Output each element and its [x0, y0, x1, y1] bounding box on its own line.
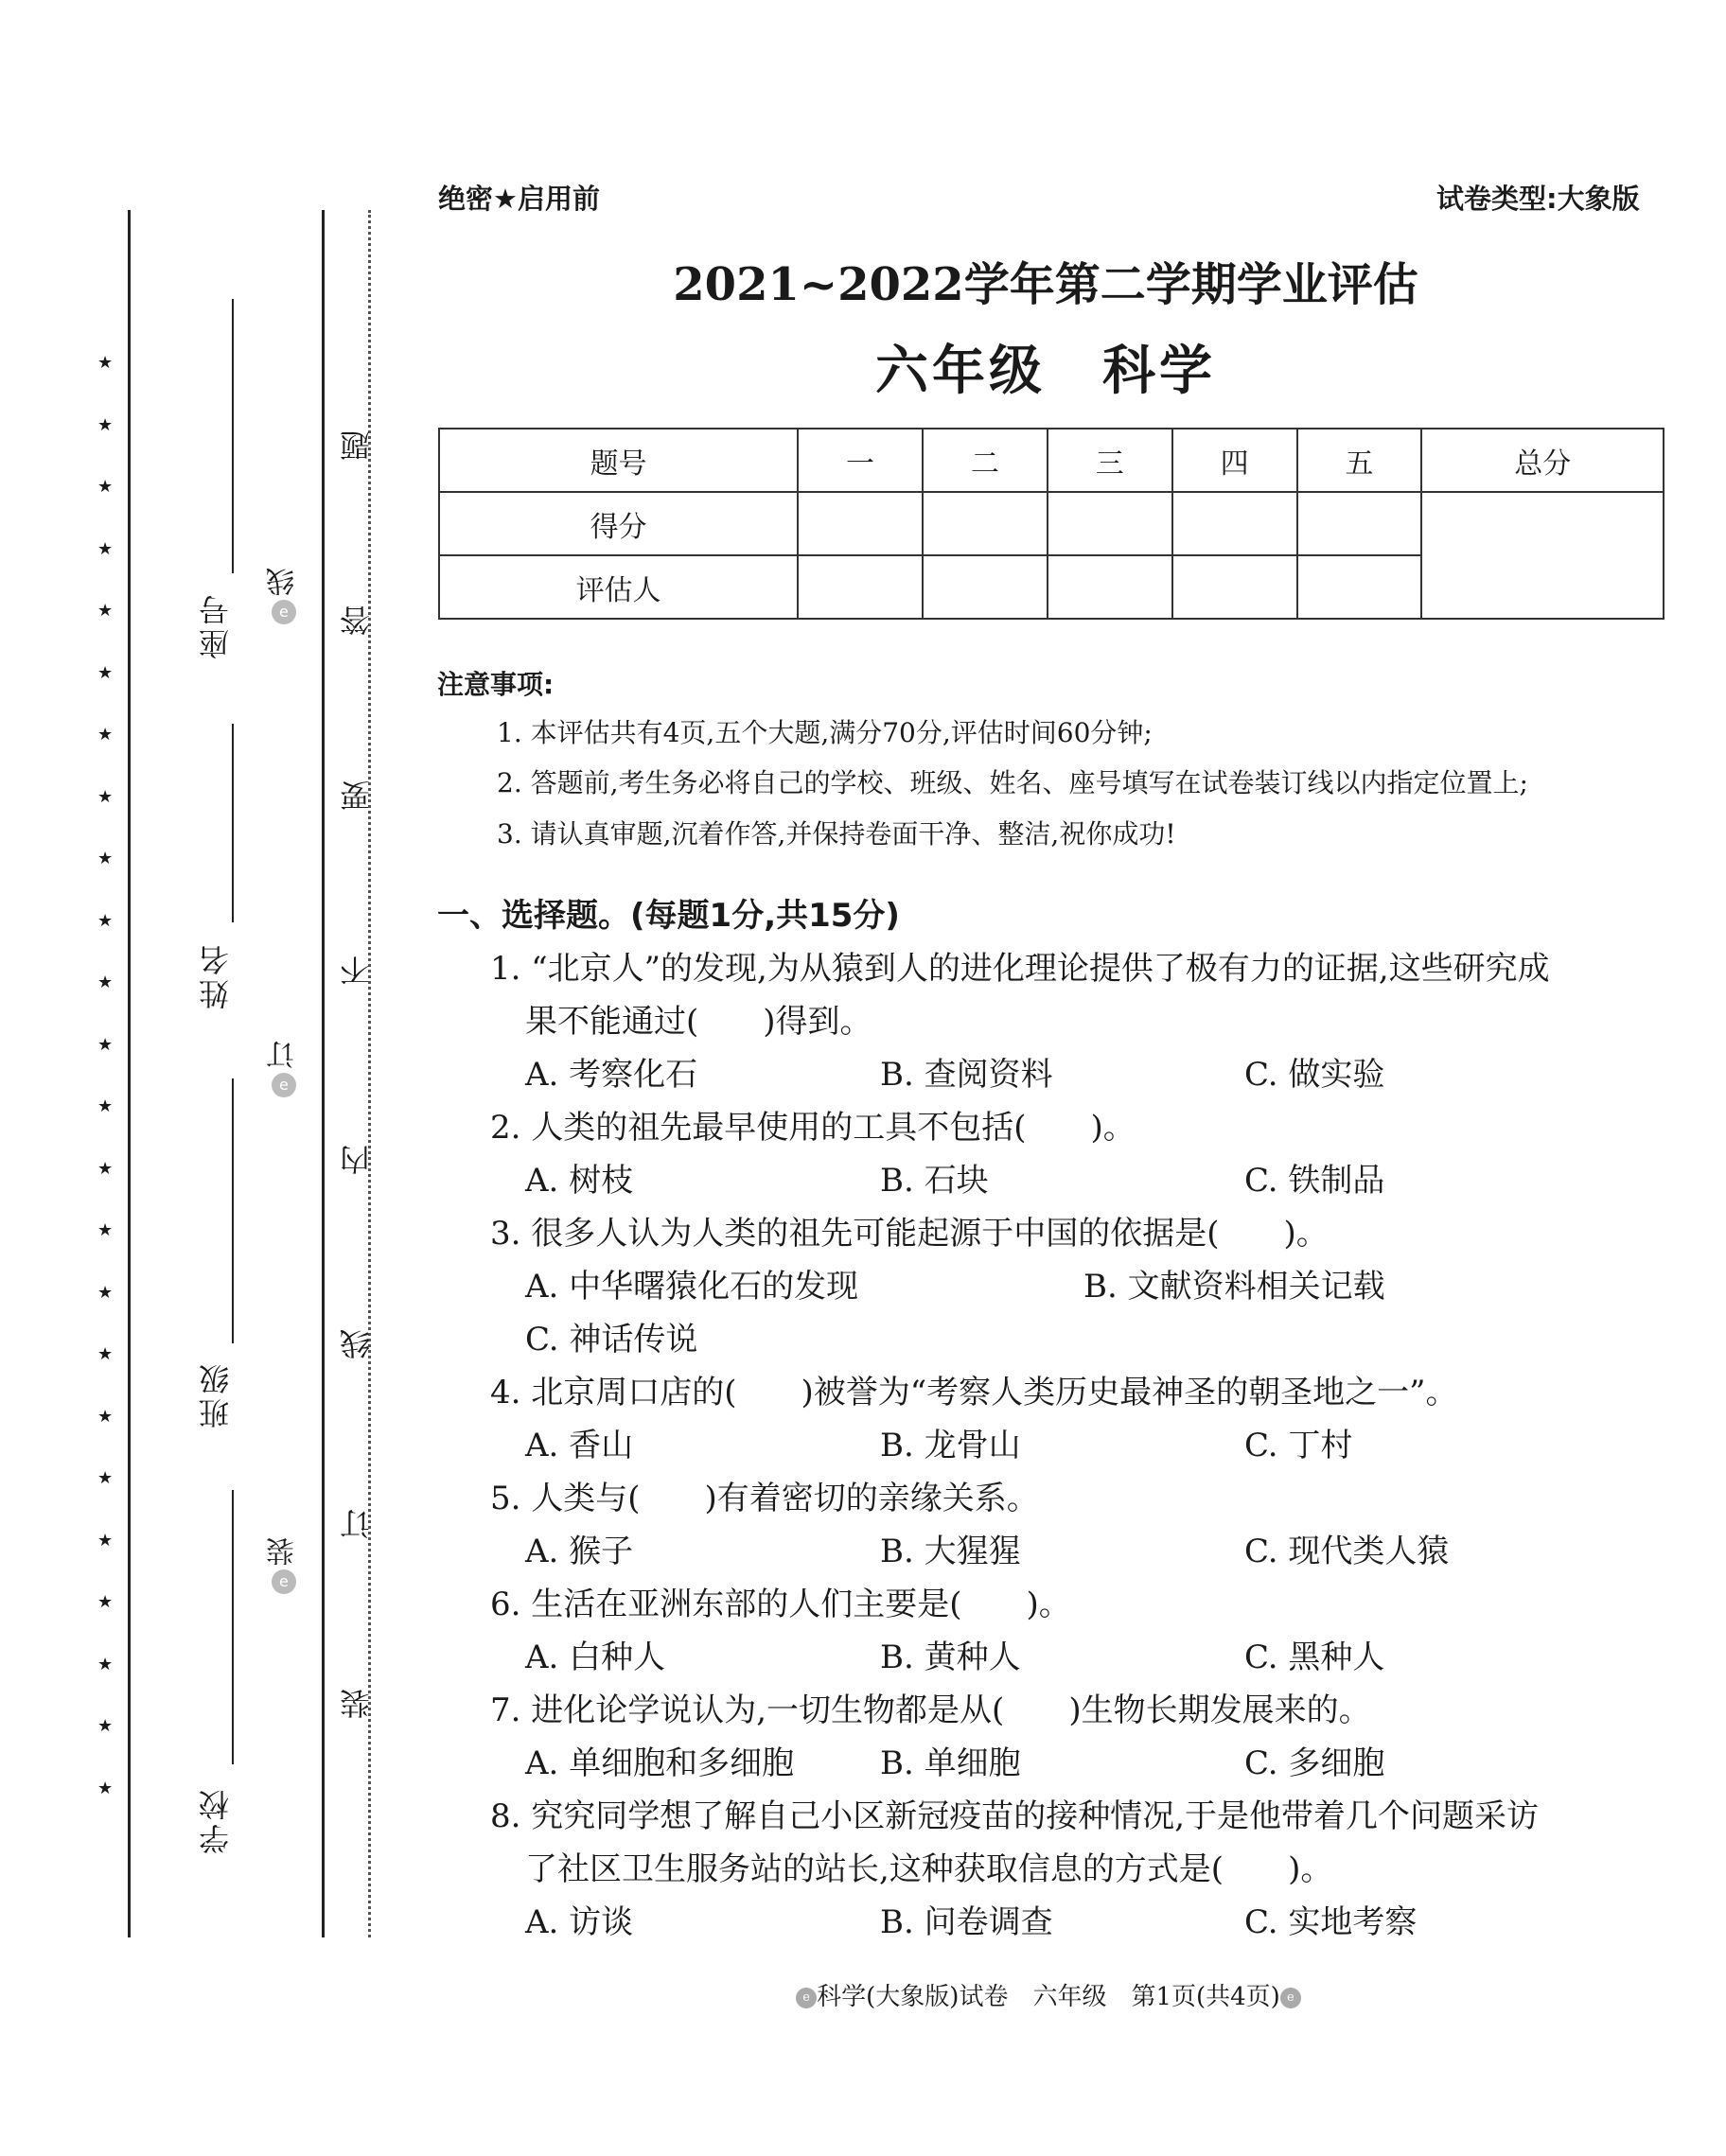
notice-item: 1. 本评估共有4页,五个大题,满分70分,评估时间60分钟;: [497, 717, 1153, 748]
star-icon: ★: [97, 973, 114, 992]
star-icon: ★: [97, 849, 114, 868]
binding-line-outer: [128, 210, 131, 1937]
answer-notice-char: 不: [339, 955, 375, 986]
score-cell[interactable]: [923, 492, 1048, 555]
option-b: B. 龙骨山: [880, 1427, 1021, 1464]
score-row: [439, 492, 1664, 555]
option-c: C. 铁制品: [1244, 1162, 1385, 1200]
option-c: C. 多细胞: [1244, 1744, 1385, 1782]
table-header-cell: 五: [1297, 429, 1422, 492]
answer-notice-char: 装: [339, 1689, 375, 1719]
row-label: 评估人: [439, 555, 798, 619]
score-table: [438, 428, 1664, 620]
option-a: A. 猴子: [525, 1533, 634, 1570]
row-label: 得分: [439, 492, 798, 555]
option-b: B. 查阅资料: [880, 1056, 1053, 1094]
table-header-cell: 题号: [439, 429, 798, 492]
notice-item: 2. 答题前,考生务必将自己的学校、班级、姓名、座号填写在试卷装订线以内指定位置上;: [497, 767, 1528, 798]
option-a: A. 中华曙猿化石的发现: [525, 1268, 859, 1306]
page-footer: [435, 1977, 1662, 2012]
star-icon: ★: [97, 786, 114, 807]
star-icon: ★: [97, 601, 114, 621]
star-icon: ★: [97, 538, 114, 559]
class-line: [232, 1078, 234, 1343]
score-cell[interactable]: [1048, 492, 1172, 555]
seal-icon: e: [796, 1988, 817, 2008]
star-icon: ★: [97, 662, 114, 683]
evaluator-cell[interactable]: [798, 555, 923, 619]
star-icon: ★: [97, 910, 114, 931]
score-cell[interactable]: [798, 492, 923, 555]
table-header-cell: 二: [923, 429, 1048, 492]
star-icon: ★: [97, 1654, 114, 1674]
answer-notice-char: 要: [339, 780, 375, 811]
option-c: C. 实地考察: [1244, 1903, 1418, 1941]
question-text: 4. 北京周口店的( )被誉为“考察人类历史最神圣的朝圣地之一”。: [490, 1374, 1458, 1411]
table-header-cell: 一: [798, 429, 923, 492]
evaluator-cell[interactable]: [923, 555, 1048, 619]
option-a: A. 考察化石: [525, 1056, 698, 1094]
option-a: A. 白种人: [525, 1639, 666, 1676]
star-icon: ★: [97, 1158, 114, 1179]
star-icon: ★: [97, 1282, 114, 1303]
option-a: A. 访谈: [525, 1903, 634, 1941]
school-line: [232, 1490, 234, 1764]
evaluator-cell[interactable]: [1172, 555, 1297, 619]
table-header-cell: 总分: [1421, 429, 1664, 492]
option-c: C. 现代类人猿: [1244, 1533, 1450, 1570]
binding-mark-line: e线: [263, 568, 305, 624]
seal-icon: e: [272, 600, 296, 624]
question-text: 7. 进化论学说认为,一切生物都是从( )生物长期发展来的。: [490, 1691, 1371, 1729]
seal-icon: e: [272, 1569, 296, 1594]
option-b: B. 石块: [880, 1162, 989, 1200]
score-cell[interactable]: [1297, 492, 1422, 555]
total-score-cell[interactable]: [1421, 492, 1664, 619]
star-icon: ★: [97, 1034, 114, 1055]
answer-notice-char: 线: [339, 1329, 375, 1359]
notice-item: 3. 请认真审题,沉着作答,并保持卷面干净、整洁,祝你成功!: [497, 818, 1176, 850]
school-label: 学校: [198, 1786, 234, 1854]
star-icon: ★: [97, 1220, 114, 1240]
notice-title: 注意事项:: [437, 669, 555, 700]
answer-notice-char: 题: [339, 430, 375, 461]
table-header-cell: 四: [1172, 429, 1297, 492]
option-c: C. 做实验: [1244, 1056, 1385, 1094]
option-b: B. 大猩猩: [880, 1533, 1021, 1570]
class-label: 班级: [198, 1360, 234, 1429]
option-c: C. 神话传说: [525, 1321, 698, 1358]
option-b: B. 问卷调查: [880, 1903, 1053, 1941]
question-text: 6. 生活在亚洲东部的人们主要是( )。: [490, 1586, 1071, 1623]
score-table-header-row: [439, 429, 1664, 492]
evaluator-cell[interactable]: [1048, 555, 1172, 619]
star-icon: ★: [97, 1530, 114, 1551]
exam-subject: 六年级 科学: [875, 340, 1216, 402]
answer-notice-char: 答: [339, 605, 375, 636]
star-icon: ★: [97, 1344, 114, 1364]
option-a: A. 树枝: [525, 1162, 634, 1200]
star-icon: ★: [97, 477, 114, 497]
option-c: C. 丁村: [1244, 1427, 1353, 1464]
name-label: 姓名: [198, 941, 234, 1009]
name-line: [232, 724, 234, 922]
star-icon: ★: [97, 1592, 114, 1612]
paper-type-label: 试卷类型:大象版: [1436, 183, 1640, 215]
seal-icon: e: [1280, 1988, 1301, 2008]
table-header-cell: 三: [1048, 429, 1172, 492]
question-text: 5. 人类与( )有着密切的亲缘关系。: [490, 1480, 1039, 1517]
exam-title: 2021~2022学年第二学期学业评估: [673, 258, 1418, 311]
binding-dotted-line: [368, 210, 371, 1937]
binding-line-inner: [322, 210, 325, 1937]
star-icon: ★: [97, 353, 114, 373]
option-b: B. 文献资料相关记载: [1083, 1268, 1385, 1306]
score-cell[interactable]: [1172, 492, 1297, 555]
star-icon: ★: [97, 1716, 114, 1736]
option-a: A. 单细胞和多细胞: [525, 1744, 795, 1782]
evaluator-cell[interactable]: [1297, 555, 1422, 619]
question-text: 1. “北京人”的发现,为从猿到人的进化理论提供了极有力的证据,这些研究成: [490, 950, 1550, 988]
question-text: 2. 人类的祖先最早使用的工具不包括( )。: [490, 1109, 1136, 1147]
option-c: C. 黑种人: [1244, 1639, 1385, 1676]
question-text: 果不能通过( )得到。: [525, 1003, 872, 1041]
binding-mark-staple: e订: [263, 1041, 305, 1097]
option-a: A. 香山: [525, 1427, 634, 1464]
question-text: 了社区卫生服务站的站长,这种获取信息的方式是( )。: [525, 1850, 1333, 1888]
star-icon: ★: [97, 1468, 114, 1488]
answer-notice-char: 订: [339, 1509, 375, 1539]
star-icon: ★: [97, 725, 114, 745]
confidential-label: 绝密★启用前: [438, 183, 600, 215]
question-text: 8. 究究同学想了解自己小区新冠疫苗的接种情况,于是他带着几个问题采访: [490, 1797, 1540, 1835]
seat-number-line: [232, 299, 234, 573]
binding-mark-bind: e装: [263, 1537, 305, 1594]
footer-text: 科学(大象版)试卷 六年级 第1页(共4页): [817, 1983, 1280, 2011]
section-title: 一、选择题。(每题1分,共15分): [437, 897, 900, 935]
star-icon: ★: [97, 414, 114, 435]
answer-notice-char: 内: [339, 1145, 375, 1175]
question-text: 3. 很多人认为人类的祖先可能起源于中国的依据是( )。: [490, 1215, 1329, 1253]
star-icon: ★: [97, 1096, 114, 1116]
star-icon: ★: [97, 1406, 114, 1427]
option-b: B. 单细胞: [880, 1744, 1021, 1782]
seal-icon: e: [272, 1073, 296, 1097]
seat-number-label: 座号: [198, 591, 234, 659]
star-icon: ★: [97, 1778, 114, 1798]
option-b: B. 黄种人: [880, 1639, 1021, 1676]
